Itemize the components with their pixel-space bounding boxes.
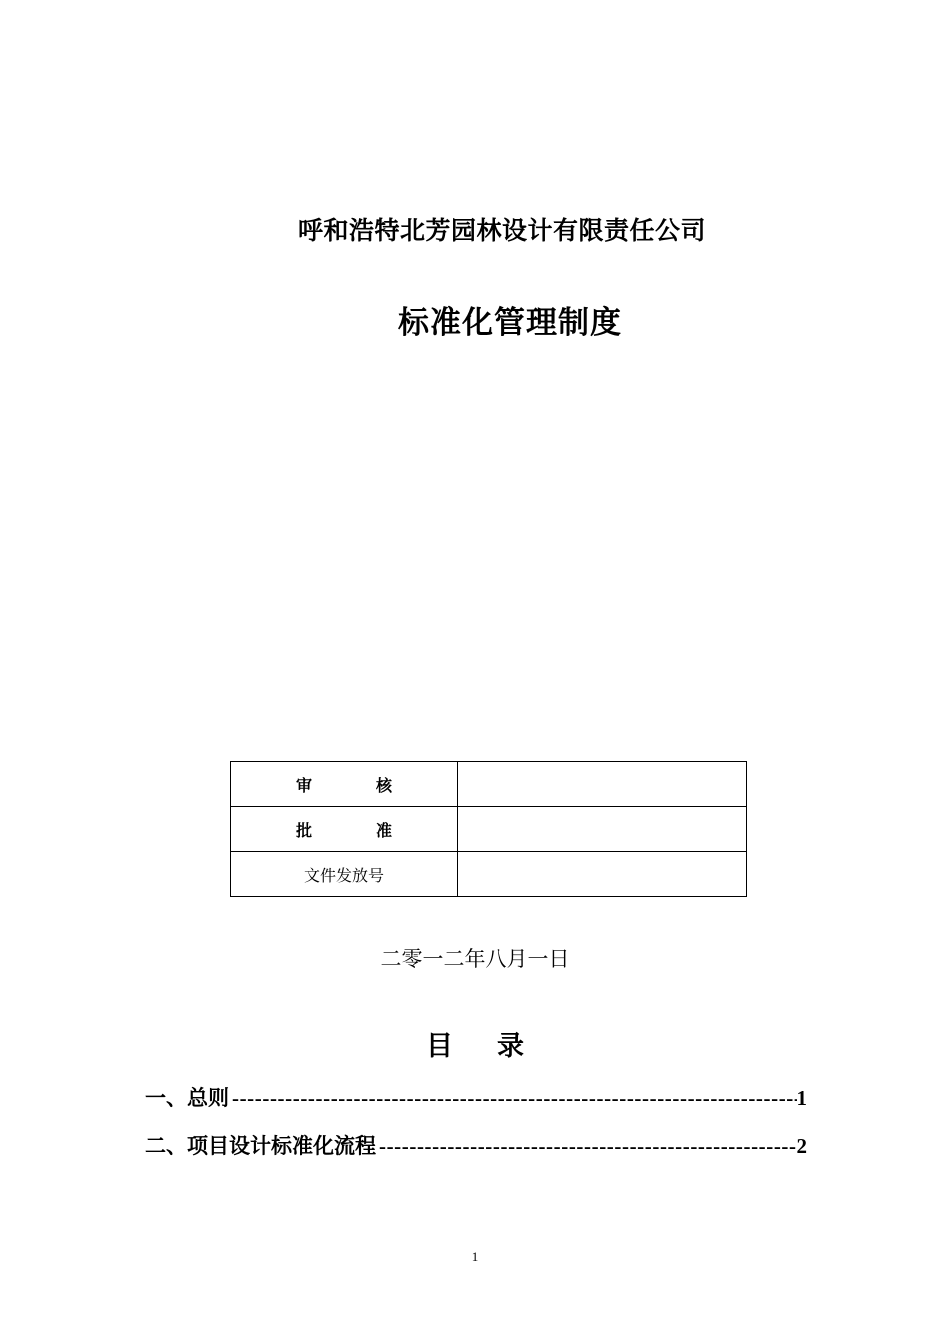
- toc-leader: [376, 1129, 797, 1163]
- table-row: [231, 807, 747, 852]
- doc-number-value-cell: [458, 852, 747, 897]
- doc-number-label: 文件发放号: [303, 865, 384, 885]
- toc-entry[interactable]: [145, 1081, 807, 1115]
- toc-entry-text: 二、项目设计标准化流程: [145, 1134, 376, 1158]
- review-label-cell: [231, 762, 458, 807]
- approve-label-cell: [231, 807, 458, 852]
- review-value-cell: [458, 762, 747, 807]
- review-label: 审 核: [296, 775, 392, 795]
- approval-table: [230, 761, 747, 897]
- toc-leader: [229, 1081, 797, 1115]
- approve-label: 批 准: [296, 820, 392, 840]
- toc-entry-page: 1: [796, 1086, 807, 1110]
- toc-entry[interactable]: [145, 1129, 807, 1163]
- table-row: [231, 852, 747, 897]
- doc-number-label-cell: [231, 852, 458, 897]
- table-row: [231, 762, 747, 807]
- toc-entry-text: 一、总则: [145, 1086, 229, 1110]
- document-title: 标准化管理制度: [398, 305, 622, 341]
- toc-heading: 目 录: [426, 1031, 524, 1062]
- issue-date: 二零一二年八月一日: [380, 947, 570, 971]
- approve-value-cell: [458, 807, 747, 852]
- toc-entry-page: 2: [796, 1134, 807, 1158]
- company-name: 呼和浩特北芳园林设计有限责任公司: [297, 216, 706, 245]
- page-number: 1: [471, 1249, 479, 1264]
